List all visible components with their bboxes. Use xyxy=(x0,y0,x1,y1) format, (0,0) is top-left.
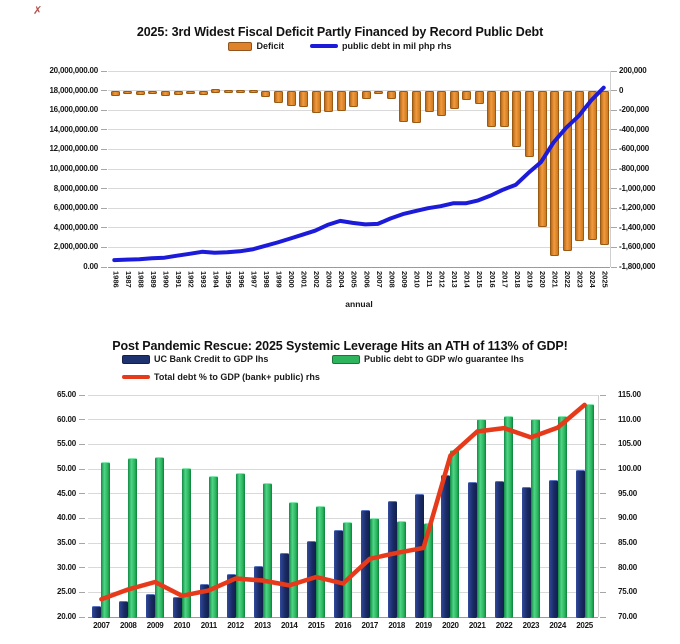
y-axis-label-right: 110.00 xyxy=(618,414,641,424)
x-axis-label: 2002 xyxy=(312,271,322,288)
deficit-bar xyxy=(299,91,308,107)
x-axis-label: 2019 xyxy=(415,621,432,630)
deficit-bar xyxy=(387,91,396,100)
axis-tick xyxy=(79,395,85,396)
deficit-bar xyxy=(274,91,283,104)
public-debt-bar xyxy=(585,404,594,618)
y-axis-label-left: 30.00 xyxy=(56,562,76,572)
axis-tick xyxy=(79,469,85,470)
bank-credit-bar xyxy=(146,594,155,618)
x-axis-label: 2025 xyxy=(576,621,593,630)
gridline xyxy=(108,247,610,248)
y-axis-label-left: 12,000,000.00 xyxy=(49,144,98,154)
public-debt-bar xyxy=(128,458,137,618)
public-debt-bar xyxy=(209,476,218,618)
broken-image-icon: ✗ xyxy=(33,5,43,17)
deficit-bar xyxy=(550,91,559,257)
y-axis-label-right: 200,000 xyxy=(619,66,647,75)
axis-tick xyxy=(600,592,606,593)
y-axis-label-right: 90.00 xyxy=(618,513,638,523)
gridline xyxy=(108,90,610,91)
axis-tick xyxy=(611,110,617,111)
x-axis-label: 2012 xyxy=(227,621,244,630)
gridline xyxy=(108,208,610,209)
axis-tick xyxy=(101,90,107,91)
y-axis-label-right: 70.00 xyxy=(618,612,638,621)
public-debt-bar xyxy=(316,506,325,619)
axis-tick xyxy=(79,444,85,445)
public-debt-bar xyxy=(289,502,298,618)
axis-tick xyxy=(79,543,85,544)
x-axis-label: 2005 xyxy=(349,271,359,288)
x-axis-label: 2009 xyxy=(146,621,164,630)
gridline xyxy=(108,267,610,268)
public-debt-bar xyxy=(504,416,513,618)
y-axis-label-right: -1,800,000 xyxy=(619,262,656,271)
y-axis-label-left: 25.00 xyxy=(56,587,76,597)
axis-tick xyxy=(600,395,606,396)
x-axis-label: 1987 xyxy=(123,271,133,288)
chart-legend xyxy=(0,41,680,51)
deficit-bar xyxy=(462,91,471,100)
x-axis-label: 1988 xyxy=(136,271,146,288)
deficit-bar xyxy=(487,91,496,128)
y-axis-label-right: -400,000 xyxy=(619,124,649,134)
x-axis-label: 2004 xyxy=(337,271,347,288)
x-axis-label: 1998 xyxy=(261,271,271,288)
y-axis-label-left: 20.00 xyxy=(56,612,76,621)
bank-credit-bar xyxy=(361,510,370,619)
axis-tick xyxy=(600,469,606,470)
axis-tick xyxy=(101,247,107,248)
x-axis-label: 2015 xyxy=(307,621,325,630)
bank-credit-bar xyxy=(549,480,558,618)
y-axis-label-left: 45.00 xyxy=(56,488,76,498)
y-axis-label-right: -800,000 xyxy=(619,164,649,173)
x-axis-label: 2013 xyxy=(254,621,271,630)
deficit-bar xyxy=(287,91,296,106)
y-axis-label-left: 4,000,000.00 xyxy=(53,222,98,232)
axis-tick xyxy=(611,149,617,150)
public-debt-bar xyxy=(370,518,379,618)
x-axis-label: 2010 xyxy=(412,271,422,288)
legend-label: Public debt to GDP w/o guarantee lhs xyxy=(364,354,524,364)
public-debt-bar xyxy=(236,473,245,618)
y-axis-label-left: 8,000,000.00 xyxy=(53,183,98,193)
y-axis-label-right: 80.00 xyxy=(618,562,638,572)
x-axis-label: 1997 xyxy=(249,271,259,288)
bank-credit-bar xyxy=(92,606,101,618)
y-axis-label-right: -1,600,000 xyxy=(619,242,656,252)
x-axis-label: 1986 xyxy=(111,271,121,288)
axis-tick xyxy=(611,267,617,268)
public-debt-bar xyxy=(182,468,191,618)
x-axis-label: 2014 xyxy=(280,621,298,630)
axis-tick xyxy=(611,247,617,248)
x-axis-label: 2000 xyxy=(287,271,296,288)
axis-tick xyxy=(600,444,606,445)
y-axis-label-left: 65.00 xyxy=(56,390,76,399)
x-axis-label: 1991 xyxy=(174,271,183,288)
bank-credit-bar xyxy=(173,597,182,618)
axis-tick xyxy=(600,543,606,544)
y-axis-label-left: 16,000,000.00 xyxy=(49,105,98,115)
gridline xyxy=(108,188,610,189)
legend-label: Total debt % to GDP (bank+ public) rhs xyxy=(154,372,320,382)
x-axis-label: 2018 xyxy=(512,271,522,288)
public-debt-gdp-legend-swatch xyxy=(332,355,360,364)
public-debt-bar xyxy=(424,523,433,618)
axis-tick xyxy=(600,493,606,494)
x-axis-label: 1996 xyxy=(236,271,246,288)
bank-credit-bar xyxy=(227,574,236,618)
y-axis-label-left: 20,000,000.00 xyxy=(49,66,98,75)
public-debt-bar xyxy=(155,457,164,618)
y-axis-label-left: 2,000,000.00 xyxy=(53,242,98,252)
y-axis-label-left: 14,000,000.00 xyxy=(49,124,98,134)
deficit-legend-swatch xyxy=(228,42,252,51)
x-axis-label: 2007 xyxy=(93,621,110,630)
deficit-bar xyxy=(412,91,421,124)
x-axis-label: 2019 xyxy=(525,271,535,288)
x-axis-label: 2016 xyxy=(334,621,352,630)
chart-title: Post Pandemic Rescue: 2025 Systemic Leverage Hits an ATH of 113% of GDP! xyxy=(112,339,568,354)
deficit-bar xyxy=(450,91,459,109)
deficit-bar xyxy=(525,91,534,158)
axis-tick xyxy=(600,617,606,618)
gridline xyxy=(88,395,598,396)
deficit-bar xyxy=(399,91,408,122)
bank-credit-legend-swatch xyxy=(122,355,150,364)
axis-tick xyxy=(611,129,617,130)
y-axis-label-left: 60.00 xyxy=(56,414,76,424)
x-axis-label: 2011 xyxy=(200,621,217,630)
axis-tick xyxy=(611,90,617,91)
x-axis-label: 2024 xyxy=(588,271,598,288)
deficit-bar xyxy=(123,91,132,95)
x-axis-label: 2006 xyxy=(362,271,372,288)
public-debt-bar xyxy=(558,416,567,618)
gridline xyxy=(108,110,610,111)
legend-label: public debt in mil php rhs xyxy=(342,41,452,51)
y-axis-label-left: 10,000,000.00 xyxy=(49,164,98,173)
y-axis-label-right: 100.00 xyxy=(618,464,642,473)
deficit-bar xyxy=(174,91,183,96)
deficit-bar xyxy=(362,91,371,99)
axis-tick xyxy=(79,419,85,420)
legend-label: UC Bank Credit to GDP lhs xyxy=(154,354,269,364)
legend-item-public-debt xyxy=(310,41,452,51)
x-axis-label: 1999 xyxy=(274,271,284,288)
axis-tick xyxy=(101,188,107,189)
y-axis-label-right: -1,200,000 xyxy=(619,203,656,213)
chart-legend-row-2 xyxy=(122,372,320,382)
x-axis-label: 1992 xyxy=(186,271,196,288)
gridline xyxy=(88,419,598,420)
deficit-bar xyxy=(161,91,170,97)
axis-tick xyxy=(101,267,107,268)
gridline xyxy=(108,169,610,170)
axis-tick xyxy=(600,518,606,519)
deficit-bar xyxy=(249,90,258,93)
x-axis-label: 2018 xyxy=(388,621,405,630)
gridline xyxy=(88,469,598,470)
legend-item-total-debt xyxy=(122,372,320,382)
y-axis-label-left: 50.00 xyxy=(56,464,76,473)
bank-credit-bar xyxy=(307,541,316,619)
gridline xyxy=(108,227,610,228)
deficit-bar xyxy=(512,91,521,148)
y-axis-label-right: 115.00 xyxy=(618,390,641,399)
deficit-bar xyxy=(425,91,434,112)
axis-tick xyxy=(611,227,617,228)
x-axis-label: 2021 xyxy=(550,271,560,288)
bank-credit-bar xyxy=(200,584,209,619)
bank-credit-bar xyxy=(119,601,128,618)
public-debt-bar xyxy=(263,483,272,618)
bank-credit-bar xyxy=(388,501,397,618)
x-axis-label: 2014 xyxy=(462,271,472,288)
deficit-bar xyxy=(111,91,120,96)
x-axis-label: 2023 xyxy=(522,621,540,630)
deficit-bar xyxy=(563,91,572,251)
y-axis-label-left: 18,000,000.00 xyxy=(49,85,98,95)
bank-credit-bar xyxy=(495,481,504,618)
x-axis-label: 2021 xyxy=(468,621,486,630)
deficit-bar xyxy=(500,91,509,127)
x-axis-label: 2023 xyxy=(575,271,585,288)
bank-credit-bar xyxy=(576,470,585,618)
deficit-bar xyxy=(374,91,383,94)
x-axis-label: 1990 xyxy=(161,271,171,288)
public-debt-bar xyxy=(101,462,110,618)
axis-tick xyxy=(600,419,606,420)
x-axis-label: 2013 xyxy=(450,271,460,288)
legend-item-deficit xyxy=(228,41,284,51)
axis-tick xyxy=(101,71,107,72)
x-axis-label: 1995 xyxy=(224,271,234,288)
deficit-bar xyxy=(136,91,145,95)
y-axis-label-right: 95.00 xyxy=(618,488,638,498)
deficit-bar xyxy=(261,91,270,98)
deficit-bar xyxy=(538,91,547,227)
bank-credit-bar xyxy=(468,482,477,618)
deficit-bar xyxy=(211,89,220,93)
deficit-bar xyxy=(349,91,358,107)
deficit-bar xyxy=(199,91,208,95)
x-axis-label: 2017 xyxy=(500,271,510,288)
bank-credit-bar xyxy=(254,566,263,618)
axis-tick xyxy=(79,567,85,568)
deficit-bar xyxy=(588,91,597,241)
deficit-bar xyxy=(312,91,321,114)
axis-tick xyxy=(611,188,617,189)
legend-item-public-debt-gdp xyxy=(332,354,524,364)
deficit-bar xyxy=(148,91,157,95)
y-axis-label-right: 75.00 xyxy=(618,587,638,597)
deficit-bar xyxy=(575,91,584,241)
bank-credit-bar xyxy=(415,494,424,618)
bank-credit-bar xyxy=(280,553,289,618)
axis-tick xyxy=(101,208,107,209)
gridline xyxy=(108,129,610,130)
x-axis-label: 2015 xyxy=(475,271,485,288)
x-axis-label: 2008 xyxy=(119,621,137,630)
axis-tick xyxy=(79,592,85,593)
public-debt-bar xyxy=(477,419,486,618)
x-axis-label: 2011 xyxy=(425,271,434,288)
y-axis-label-left: 40.00 xyxy=(56,513,76,523)
x-axis-label: 2012 xyxy=(437,271,447,288)
public-debt-bar xyxy=(397,521,406,618)
axis-tick xyxy=(79,493,85,494)
axis-tick xyxy=(101,227,107,228)
y-axis-label-right: -600,000 xyxy=(619,144,649,154)
bank-credit-bar xyxy=(441,475,450,618)
legend-item-bank-credit xyxy=(122,354,332,364)
y-axis-label-right: -200,000 xyxy=(619,105,649,115)
axis-tick xyxy=(101,129,107,130)
y-axis-label-left: 0.00 xyxy=(83,262,98,271)
deficit-bar xyxy=(224,90,233,93)
chart-title: 2025: 3rd Widest Fiscal Deficit Partly Financed by Record Public Debt xyxy=(136,25,544,40)
public-debt-legend-swatch xyxy=(310,44,338,48)
deficit-bar xyxy=(186,91,195,95)
x-axis-label: 2010 xyxy=(173,621,191,630)
chart-legend-row-1 xyxy=(122,354,524,364)
x-axis-label: 2007 xyxy=(374,271,384,288)
axis-tick xyxy=(611,208,617,209)
gridline xyxy=(108,71,610,72)
x-axis-label: 2008 xyxy=(387,271,397,288)
x-axis-label: 1993 xyxy=(199,271,209,288)
x-axis-label: 2024 xyxy=(549,621,566,630)
deficit-bar xyxy=(324,91,333,113)
total-debt-legend-swatch xyxy=(122,375,150,379)
x-axis-title: annual xyxy=(345,299,373,309)
axis-tick xyxy=(79,518,85,519)
gridline xyxy=(108,149,610,150)
axis-tick xyxy=(600,567,606,568)
axis-tick xyxy=(611,71,617,72)
x-axis-label: 2022 xyxy=(495,621,513,630)
x-axis-label: 1994 xyxy=(211,271,221,288)
legend-label: Deficit xyxy=(256,41,284,51)
y-axis-label-left: 55.00 xyxy=(56,439,76,449)
deficit-bar xyxy=(437,91,446,117)
axis-tick xyxy=(101,149,107,150)
x-axis-label: 2016 xyxy=(487,271,497,288)
bank-credit-bar xyxy=(334,530,343,618)
x-axis-label: 2009 xyxy=(399,271,409,288)
y-axis-label-right: 85.00 xyxy=(618,538,638,547)
axis-tick xyxy=(79,617,85,618)
deficit-bar xyxy=(337,91,346,111)
public-debt-bar xyxy=(343,522,352,618)
deficit-bar xyxy=(236,90,245,93)
y-axis-label-right: 105.00 xyxy=(618,439,642,449)
x-axis-label: 2022 xyxy=(563,271,573,288)
x-axis-label: 2003 xyxy=(324,271,334,288)
y-axis-label-right: 0 xyxy=(619,85,624,95)
deficit-bar xyxy=(475,91,484,105)
axis-tick xyxy=(611,169,617,170)
x-axis-label: 1989 xyxy=(148,271,158,288)
axis-tick xyxy=(101,110,107,111)
x-axis-label: 2020 xyxy=(442,621,459,630)
y-axis-label-right: -1,400,000 xyxy=(619,222,656,232)
gridline xyxy=(88,444,598,445)
public-debt-bar xyxy=(531,419,540,618)
x-axis-label: 2017 xyxy=(361,621,379,630)
axis-tick xyxy=(101,169,107,170)
y-axis-label-left: 6,000,000.00 xyxy=(53,203,98,213)
y-axis-label-left: 35.00 xyxy=(56,538,76,547)
deficit-bar xyxy=(600,91,609,246)
x-axis-label: 2001 xyxy=(299,271,309,288)
x-axis-label: 2020 xyxy=(538,271,547,288)
y-axis-label-right: -1,000,000 xyxy=(619,183,656,193)
x-axis-label: 2025 xyxy=(600,271,610,288)
public-debt-bar xyxy=(450,450,459,618)
bank-credit-bar xyxy=(522,487,531,618)
